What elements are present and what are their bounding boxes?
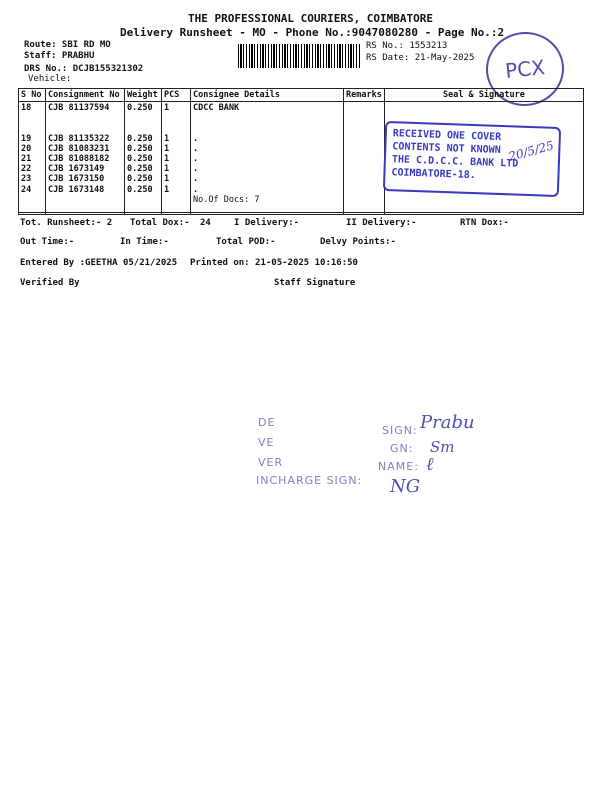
table-row: CJB 1673148 — [48, 184, 105, 195]
consignee-cell — [191, 102, 344, 215]
table-row: . — [193, 153, 199, 164]
table-row: . — [193, 143, 199, 154]
table-row: 1 — [164, 164, 170, 175]
table-row: . — [193, 184, 199, 195]
handwritten-signature: Sm — [430, 438, 455, 456]
table-row: 1 — [164, 153, 170, 164]
col-seal: Seal & Signature — [384, 89, 583, 102]
table-row — [21, 123, 43, 133]
table-row: 22 — [21, 164, 32, 175]
delivery-stamp-line: VER — [258, 456, 284, 469]
table-row: 1 — [164, 184, 170, 195]
consignment-cell — [46, 102, 125, 215]
stamp-line: THE C.D.C.C. BANK LTD — [391, 154, 519, 170]
table-row: 19 — [21, 133, 32, 144]
stamp-line: CONTENTS NOT KNOWN — [392, 141, 501, 156]
table-row: 0.250 — [127, 103, 153, 113]
drs-number: DRS No.: DCJB155321302 — [24, 64, 144, 74]
table-row: 1 — [164, 133, 170, 144]
pcs-cell — [162, 102, 191, 215]
table-row: CJB 1673150 — [48, 174, 105, 185]
rs-number: RS No.: 1553213 — [366, 41, 448, 51]
handwritten-signature: NG — [390, 476, 421, 497]
rs-date: RS Date: 21-May-2025 — [366, 53, 475, 63]
delivery-stamp-line: SIGN: — [382, 424, 418, 437]
table-row: . — [193, 133, 199, 144]
printed-on: Printed on: 21-05-2025 10:16:50 — [190, 258, 358, 268]
table-row — [48, 123, 122, 133]
table-row — [193, 123, 341, 133]
table-row — [164, 123, 188, 133]
rtn-dox: RTN Dox:- — [460, 218, 509, 228]
no-of-docs: No.Of Docs: 7 — [193, 194, 260, 205]
out-time: Out Time:- — [20, 237, 75, 247]
entered-by: Entered By :GEETHA 05/21/2025 — [20, 258, 178, 268]
table-row: 0.250 — [127, 174, 153, 185]
table-row — [21, 113, 43, 123]
staff-label: Staff: PRABHU — [24, 51, 95, 61]
col-pcs: PCS — [162, 89, 191, 102]
received-stamp — [383, 121, 561, 197]
total-dox-label: Total Dox:- — [130, 218, 190, 228]
table-row: CJB 81137594 — [48, 103, 110, 113]
i-delivery: I Delivery:- — [234, 218, 300, 228]
table-row — [164, 113, 188, 123]
stamp-line: RECEIVED ONE COVER — [392, 128, 502, 144]
sno-cell — [19, 102, 46, 215]
total-pod: Total POD:- — [216, 237, 276, 247]
table-row: 1 — [164, 143, 170, 154]
table-row: 23 — [21, 174, 32, 185]
company-title: THE PROFESSIONAL COURIERS, COIMBATORE — [188, 12, 434, 25]
delivery-stamp-line: DE — [258, 416, 276, 429]
delivery-stamp-line: INCHARGE SIGN: — [256, 474, 363, 487]
table-row: 0.250 — [127, 133, 153, 144]
delvy-points: Delvy Points:- — [320, 237, 396, 247]
barcode — [238, 44, 360, 68]
handwritten-signature: ℓ — [426, 454, 434, 475]
col-weight: Weight — [125, 89, 162, 102]
table-row: 21 — [21, 153, 32, 164]
in-time: In Time:- — [120, 237, 169, 247]
handwritten-signature: Prabu — [420, 412, 475, 433]
weight-cell — [125, 102, 162, 215]
table-row: 24 — [21, 184, 32, 195]
table-row: 1 — [164, 174, 170, 185]
table-row: CJB 81083231 — [48, 143, 110, 154]
route-label: Route: SBI RD MO — [24, 40, 111, 50]
table-row: . — [193, 164, 199, 175]
table-row — [127, 113, 159, 123]
table-row: CJB 1673149 — [48, 164, 105, 175]
stamp-handwriting: 20/5/25 — [506, 138, 556, 164]
col-consignment: Consignment No — [46, 89, 125, 102]
tot-runsheet: Tot. Runsheet:- 2 — [20, 218, 113, 228]
col-remarks: Remarks — [344, 89, 385, 102]
table-row: 0.250 — [127, 153, 153, 164]
verified-by: Verified By — [20, 278, 80, 288]
table-row: CJB 81135322 — [48, 133, 110, 144]
table-row: 0.250 — [127, 143, 153, 154]
table-row — [48, 113, 122, 123]
table-row: CJB 81088182 — [48, 153, 110, 164]
pcx-stamp: PCX — [482, 28, 567, 110]
table-row: 0.250 — [127, 164, 153, 175]
table-row: . — [193, 174, 199, 185]
table-row — [193, 113, 341, 123]
total-dox-value: 24 — [200, 218, 211, 228]
stamp-line: COIMBATORE-18. — [391, 167, 476, 182]
table-row: 0.250 — [127, 184, 153, 195]
table-row: CDCC BANK — [193, 103, 240, 113]
delivery-stamp-line: VE — [258, 436, 275, 449]
ii-delivery: II Delivery:- — [346, 218, 417, 228]
runsheet-subtitle: Delivery Runsheet - MO - Phone No.:9047080280 - Page No.:2 — [120, 26, 505, 39]
col-sno: S No — [19, 89, 46, 102]
table-row: 1 — [164, 103, 170, 113]
staff-signature: Staff Signature — [274, 278, 356, 288]
vehicle-label: Vehicle: — [28, 74, 72, 84]
table-row: 20 — [21, 143, 32, 154]
delivery-stamp-line: NAME: — [378, 460, 419, 473]
col-consignee: Consignee Details — [191, 89, 344, 102]
delivery-stamp-line: GN: — [390, 442, 414, 455]
table-row — [127, 123, 159, 133]
table-row: 18 — [21, 103, 32, 113]
divider — [18, 212, 584, 213]
remarks-cell — [344, 102, 385, 215]
